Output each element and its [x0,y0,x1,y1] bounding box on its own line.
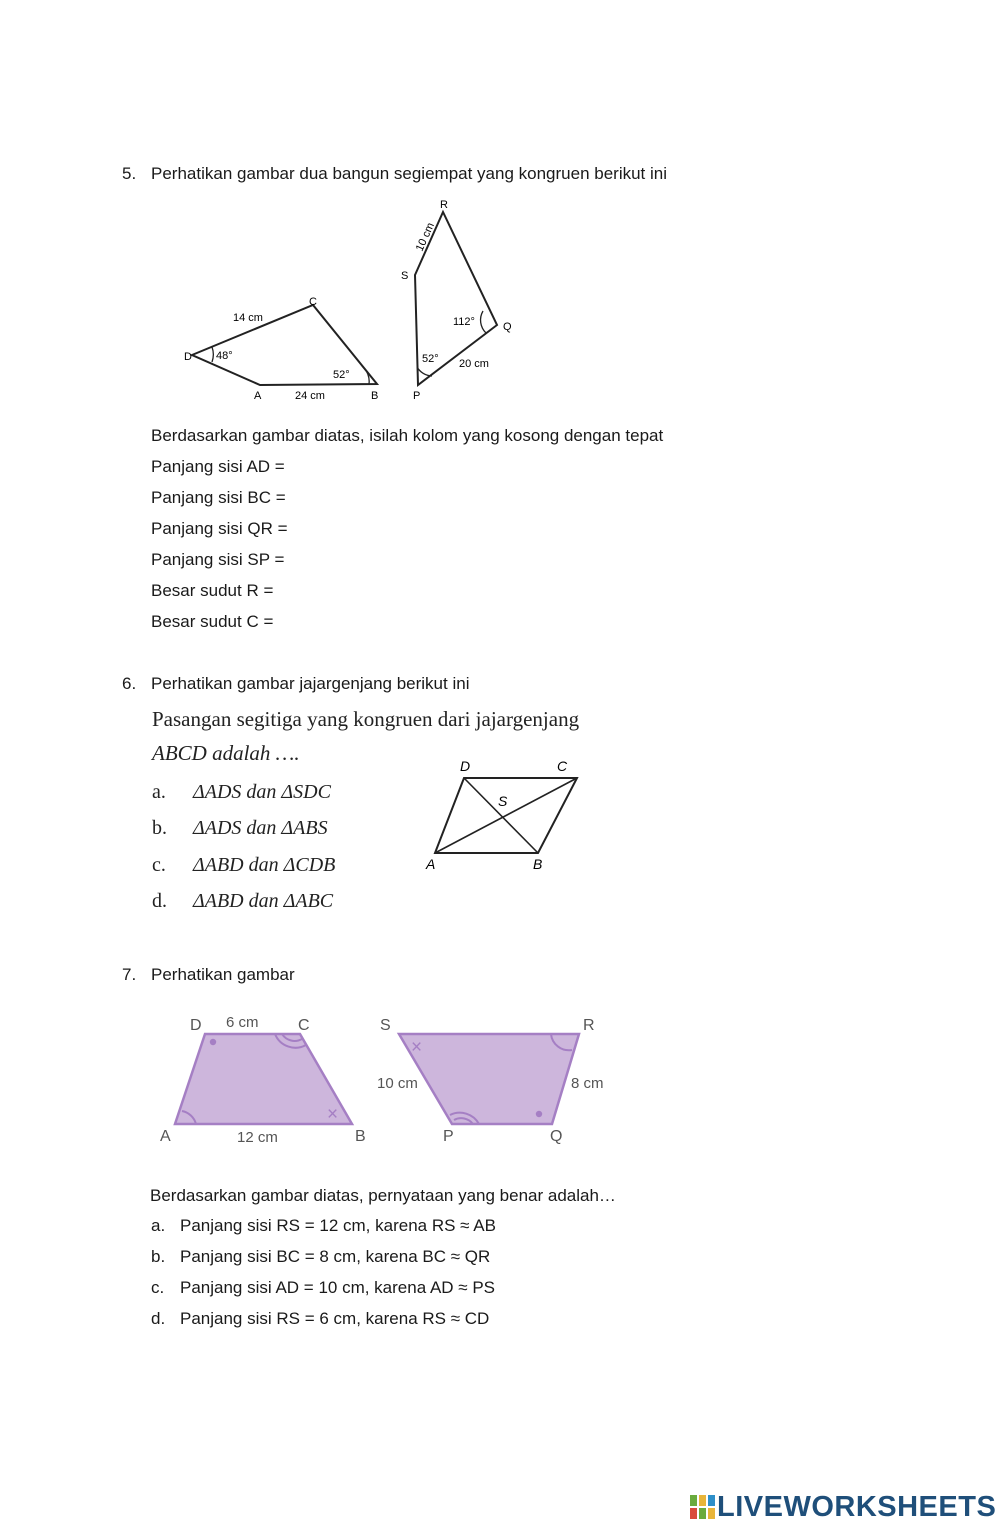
side-rs-length: 10 cm [413,220,437,254]
q5-item-ad: Panjang sisi AD = [151,457,285,476]
label-d: D [190,1017,202,1034]
label-q: Q [550,1128,563,1145]
label-d: D [184,351,192,363]
q7-instruction: Berdasarkan gambar diatas, pernyataan yang benar adalah… [150,1186,616,1205]
q6-option-a-text[interactable]: ΔADS dan ΔSDC [193,781,331,803]
cross-angle-b: × [327,1104,339,1125]
q7-prompt: Perhatikan gambar [151,965,295,984]
q7-trapezoids-figure [155,1008,625,1153]
label-c: C [557,758,568,774]
diagonal-db [464,778,538,853]
q6-number: 6. [122,674,137,693]
q6-parallelogram-figure [420,752,590,877]
q7-option-b-letter: b. [151,1247,166,1266]
q7-option-d-text[interactable]: Panjang sisi RS = 6 cm, karena RS ≈ CD [180,1309,490,1328]
angle-q-value: 112° [453,316,475,328]
cross-angle-s: × [411,1037,423,1058]
q5-item-angle-c: Besar sudut C = [151,612,274,631]
angle-arc-q [481,311,486,333]
angle-d-value: 48° [216,350,233,362]
logo-text: LIVEWORKSHEETS [717,1491,997,1523]
side-ab-length: 24 cm [295,390,325,402]
q5-item-angle-r: Besar sudut R = [151,581,274,600]
q6-option-a-letter: a. [152,781,166,803]
label-r: R [583,1017,595,1034]
angle-arc-d [212,347,213,362]
label-c: C [298,1017,310,1034]
q6-option-c-text[interactable]: ΔABD dan ΔCDB [193,854,336,876]
q7-number: 7. [122,965,137,984]
label-p: P [413,390,421,402]
q5-item-qr: Panjang sisi QR = [151,519,288,538]
angle-b-value: 52° [333,369,350,381]
q6-option-d-text[interactable]: ΔABD dan ΔABC [193,890,334,912]
label-c: C [309,296,317,308]
side-dc-length: 14 cm [233,312,263,324]
label-a: A [254,390,262,402]
label-p: P [443,1128,454,1145]
label-r: R [440,199,448,211]
side-sp-length: 10 cm [377,1075,418,1092]
q6-stem-line2: ABCD adalah …. [152,741,300,765]
label-b: B [533,856,543,872]
label-s: S [380,1017,391,1034]
label-d: D [460,758,471,774]
q6-option-b-letter: b. [152,817,167,839]
q5-number: 5. [122,164,137,183]
label-s: S [401,270,409,282]
label-q: Q [503,321,512,333]
label-b: B [371,390,379,402]
q7-option-a-text[interactable]: Panjang sisi RS = 12 cm, karena RS ≈ AB [180,1216,496,1235]
trapezoid-pqrs [399,1034,579,1124]
q7-option-a-letter: a. [151,1216,166,1235]
q6-stem-line1: Pasangan segitiga yang kongruen dari jajargenjang [152,707,580,731]
label-a: A [426,856,436,872]
dot-angle-d [210,1039,216,1045]
dot-angle-q [536,1111,542,1117]
label-s: S [498,793,508,809]
q6-option-b-text[interactable]: ΔADS dan ΔABS [193,817,328,839]
q5-prompt: Perhatikan gambar dua bangun segiempat yang kongruen berikut ini [151,164,668,183]
angle-arc-p [417,367,432,376]
q6-prompt: Perhatikan gambar jajargenjang berikut ini [151,674,470,693]
q7-option-b-text[interactable]: Panjang sisi BC = 8 cm, karena BC ≈ QR [180,1247,491,1266]
q7-option-c-letter: c. [151,1278,165,1297]
side-dc-length: 6 cm [226,1014,259,1031]
angle-p-value: 52° [422,353,439,365]
diagonal-ac [435,778,577,853]
q5-item-sp: Panjang sisi SP = [151,550,285,569]
trapezoid-abcd [175,1034,352,1124]
side-rq-length: 8 cm [571,1075,604,1092]
angle-arc-b [362,366,369,384]
q7-option-c-text[interactable]: Panjang sisi AD = 10 cm, karena AD ≈ PS [180,1278,496,1297]
label-b: B [355,1128,366,1145]
logo-blocks-icon [690,1495,716,1521]
q5-quadrilaterals-figure [170,195,530,410]
label-a: A [160,1128,171,1145]
q5-item-bc: Panjang sisi BC = [151,488,286,507]
side-pq-length: 20 cm [459,358,489,370]
q5-instruction: Berdasarkan gambar diatas, isilah kolom yang kosong dengan tepat [151,426,664,445]
side-ab-length: 12 cm [237,1129,278,1146]
q6-option-d-letter: d. [152,890,167,912]
q6-option-c-letter: c. [152,854,166,876]
q7-option-d-letter: d. [151,1309,166,1328]
